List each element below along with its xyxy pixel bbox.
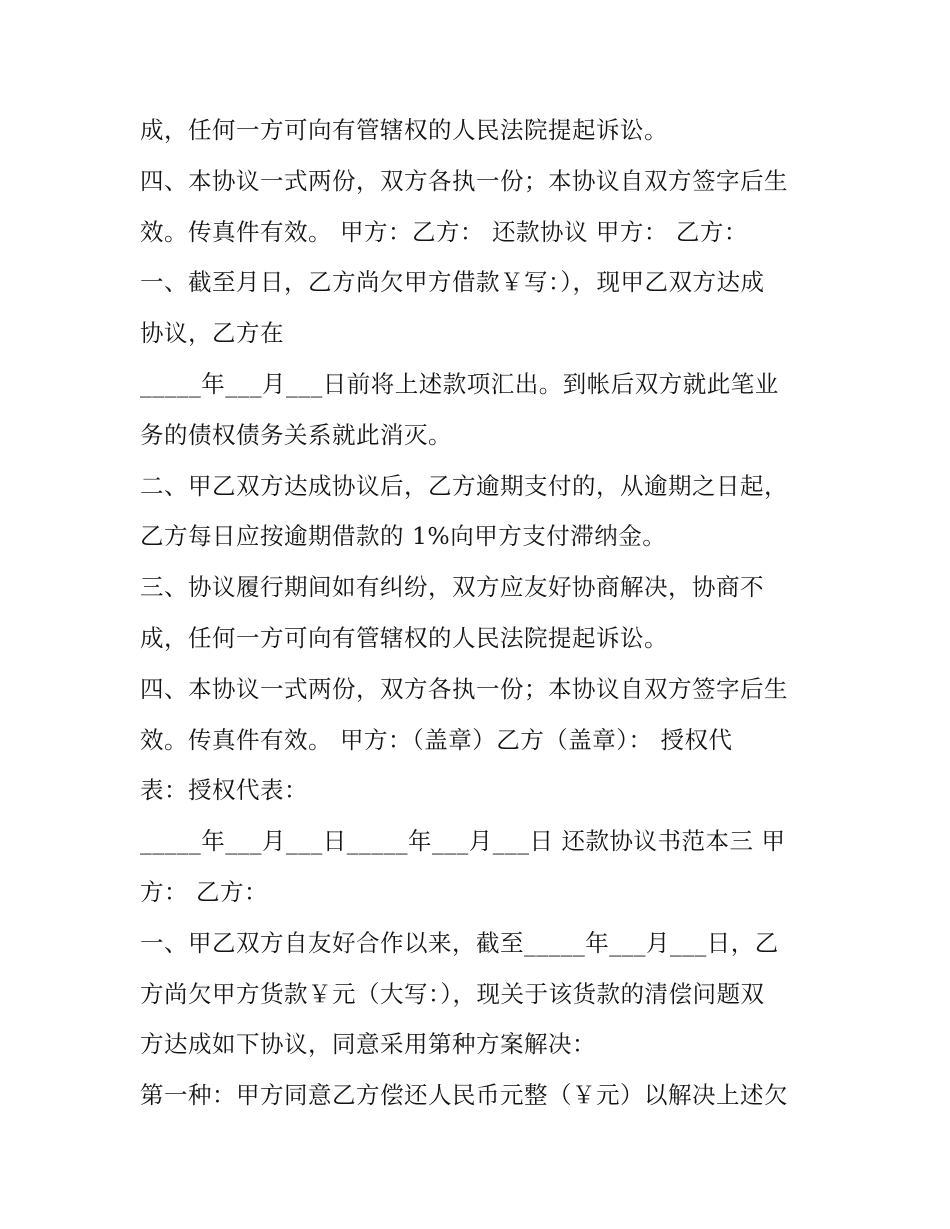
text-line: 方尚欠甲方货款￥元（大写：），现关于该货款的清偿问题双 [140, 979, 765, 1008]
text-line: 一、截至月日，乙方尚欠甲方借款￥写：），现甲乙双方达成 [140, 268, 765, 297]
text-line: 方： 乙方： [140, 877, 268, 906]
text-line: 成，任何一方可向有管辖权的人民法院提起诉讼。 [140, 623, 668, 652]
text-line: 四、本协议一式两份，双方各执一份；本协议自双方签字后生 [140, 674, 788, 703]
text-line: 务的债权债务关系就此消灭。 [140, 420, 452, 449]
text-line: 成，任何一方可向有管辖权的人民法院提起诉讼。 [140, 116, 668, 144]
text-line: _____年___月___日_____年___月___日 还款协议书范本三 甲 [140, 827, 786, 856]
text-line: 四、本协议一式两份，双方各执一份；本协议自双方签字后生 [140, 166, 788, 195]
text-line: 表：授权代表： [140, 776, 308, 805]
text-line: 协议，乙方在 [140, 319, 284, 348]
text-line: 效。传真件有效。 甲方：（盖章）乙方（盖章）： 授权代 [140, 725, 733, 754]
text-line: _____年___月___日前将上述款项汇出。到帐后双方就此笔业 [140, 369, 779, 398]
text-line: 一、甲乙双方自友好合作以来，截至_____年___月___日，乙 [140, 928, 779, 957]
text-line: 乙方每日应按逾期借款的 1%向甲方支付滞纳金。 [140, 522, 667, 551]
text-line: 第一种：甲方同意乙方偿还人民币元整（￥元）以解决上述欠 [140, 1081, 788, 1110]
text-line: 方达成如下协议，同意采用第种方案解决： [140, 1030, 596, 1059]
text-line: 二、甲乙双方达成协议后，乙方逾期支付的，从逾期之日起， [140, 471, 788, 500]
document-body [140, 105, 820, 1121]
text-line: 三、协议履行期间如有纠纷，双方应友好协商解决，协商不 [140, 573, 764, 602]
text-line: 效。传真件有效。 甲方：乙方： 还款协议 甲方： 乙方： [140, 217, 748, 246]
